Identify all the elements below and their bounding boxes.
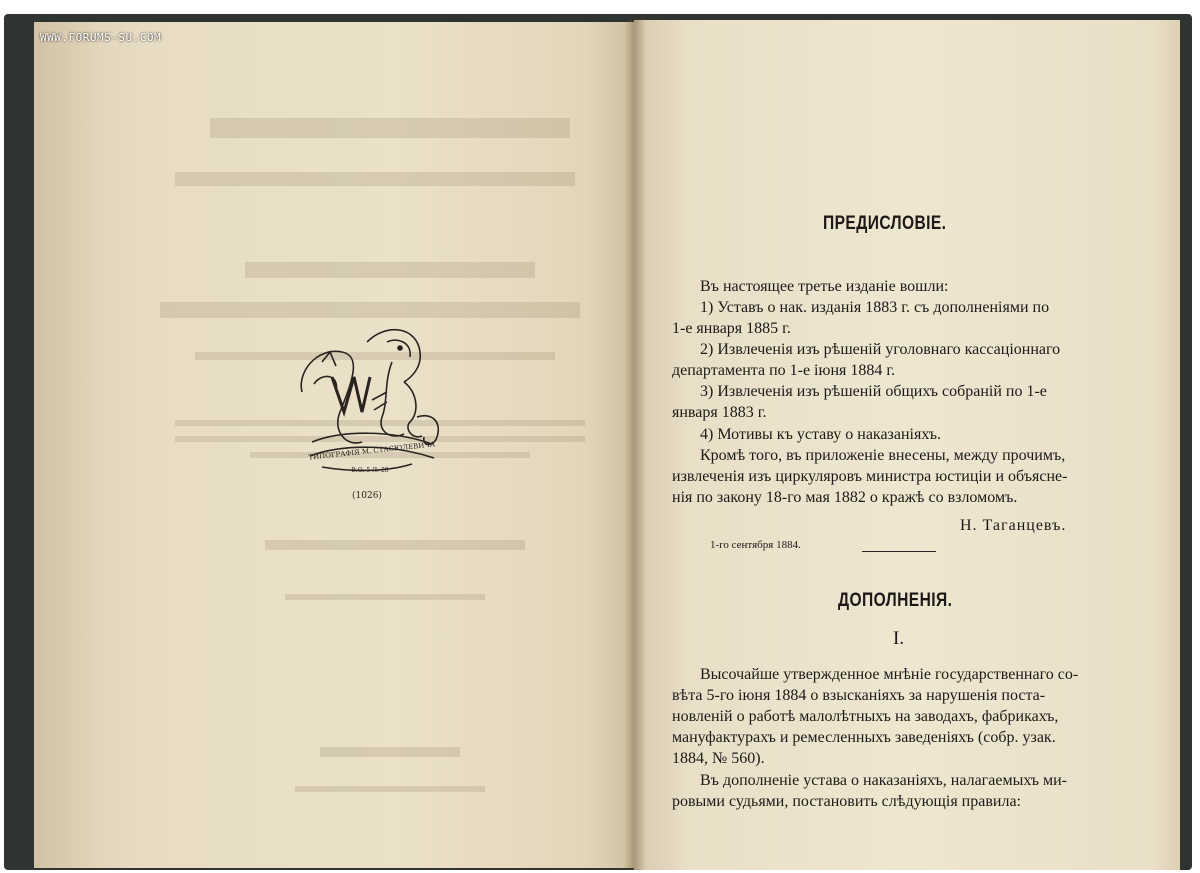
show-through-text-line [285, 594, 485, 600]
additions-line: 1884, № 560). [672, 750, 765, 767]
printer-emblem-illustration [292, 322, 452, 492]
preface-line: 1) Уставъ о нак. изданія 1883 г. съ дополненіями по [700, 299, 1050, 316]
svg-text:ТИПОГРАФІЯ М. СТАСЮЛЕВИЧА: ТИПОГРАФІЯ М. СТАСЮЛЕВИЧА [308, 440, 436, 462]
show-through-title-line [210, 118, 570, 138]
preface-line: нія по закону 18-го мая 1882 о кражѣ со взломомъ. [672, 489, 1018, 506]
show-through-text-line [320, 747, 460, 757]
preface-line: 1-е января 1885 г. [672, 320, 791, 337]
preface-line: извлеченія изъ циркуляровъ министра юстиціи и объясне- [672, 468, 1068, 485]
additions-title: ДОПОЛНЕНІЯ. [838, 590, 953, 611]
preface-signature: Н. Таганцевъ. [960, 517, 1067, 534]
additions-line: ровыми судьями, постановить слѣдующія правила: [672, 793, 1021, 810]
show-through-heading-line [245, 262, 535, 278]
svg-text:В.О. 5 Л. 28: В.О. 5 Л. 28 [351, 467, 389, 474]
preface-line: Кромѣ того, въ приложеніе внесены, между прочимъ, [700, 447, 1066, 464]
preface-title: ПРЕДИСЛОВІЕ. [823, 213, 947, 234]
additions-line: Въ дополненіе устава о наказаніяхъ, налагаемыхъ ми- [700, 772, 1067, 789]
preface-line: 2) Извлеченія изъ рѣшеній уголовнаго кассаціоннаго [700, 341, 1061, 358]
book-gutter [624, 20, 646, 870]
watermark: WWW.FORUMS-SU.COM [40, 31, 162, 44]
show-through-text-line [295, 786, 485, 792]
emblem-number: (1026) [352, 491, 382, 501]
left-page-edge [34, 22, 92, 868]
preface-line: 4) Мотивы къ уставу о наказаніяхъ. [700, 426, 941, 443]
preface-date: 1-го сентября 1884. [710, 539, 801, 551]
preface-line: департамента по 1-е іюня 1884 г. [672, 362, 896, 379]
additions-line: новленій о работѣ малолѣтныхъ на заводахъ, фабрикахъ, [672, 708, 1059, 725]
preface-line: 3) Извлеченія изъ рѣшеній общихъ собраній по 1-е [700, 383, 1047, 400]
preface-line: Въ настоящее третье изданіе вошли: [700, 278, 949, 295]
additions-line: вѣта 5-го іюня 1884 о взысканіяхъ за нарушенія поста- [672, 687, 1046, 704]
show-through-text-line [265, 540, 525, 550]
preface-line: января 1883 г. [672, 404, 767, 421]
additions-line: Высочайше утвержденное мнѣніе государственнаго со- [700, 666, 1079, 683]
show-through-subtitle-line [175, 172, 575, 186]
section-number: I. [893, 628, 905, 649]
show-through-heading-line-2 [160, 302, 580, 318]
section-divider [862, 551, 936, 552]
additions-line: мануфактурахъ и ремесленныхъ заведеніяхъ (собр. узак. [672, 729, 1056, 746]
